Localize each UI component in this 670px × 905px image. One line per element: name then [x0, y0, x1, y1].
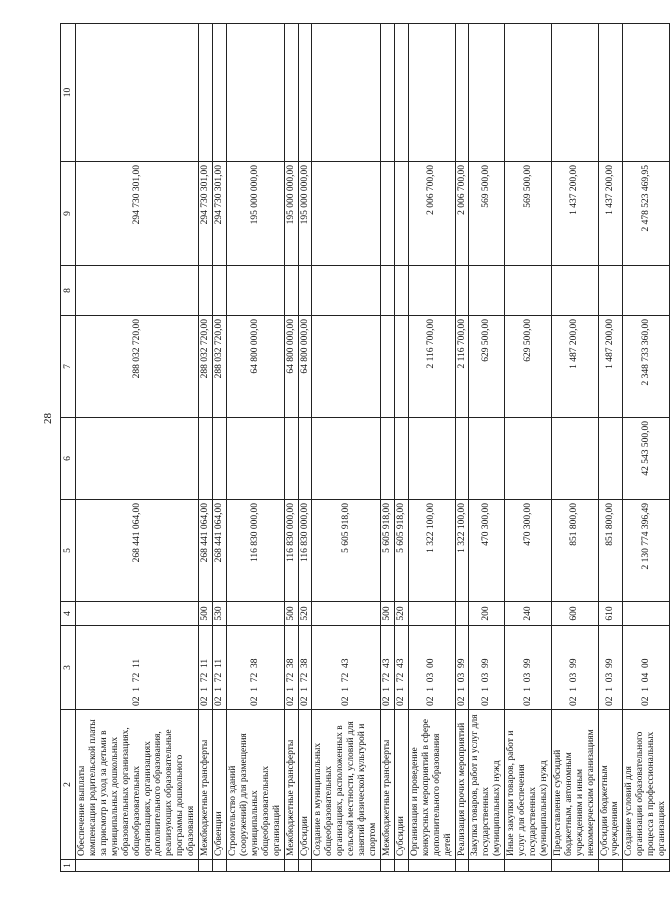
row-value-6 [455, 418, 469, 500]
row-value-6 [76, 418, 199, 500]
cell-col1 [213, 860, 227, 872]
row-value-8 [394, 266, 408, 316]
row-value-10 [312, 24, 381, 162]
row-value-9: 1 437 200,00 [598, 162, 623, 266]
header-cell: 4 [61, 602, 76, 626]
row-code: 02 1 03 99 [455, 626, 469, 710]
row-value-6 [394, 418, 408, 500]
row-value-8 [226, 266, 284, 316]
row-value-10 [380, 24, 394, 162]
row-value-10 [598, 24, 623, 162]
row-value-6 [598, 418, 623, 500]
row-name: Обеспечение выплаты компенсации родительской платы за присмотр и уход за детьми в муниципальных дошкольных образовательных организациях, общеобразовательных организациях, организациях дополнительного образования, реализующих образовательные программы дошкольного образования [76, 710, 199, 860]
row-code: 02 1 72 11 [199, 626, 213, 710]
row-value-5: 268 441 064,00 [199, 500, 213, 602]
cell-col1 [76, 860, 199, 872]
table-row [213, 24, 227, 872]
row-value-7: 629 500,00 [505, 316, 552, 418]
row-value-9: 569 500,00 [469, 162, 505, 266]
row-value-5: 5 605 918,00 [312, 500, 381, 602]
row-value-9 [394, 162, 408, 266]
row-value-9 [312, 162, 381, 266]
row-name: Субвенции [213, 710, 227, 860]
row-name: Межбюджетные трансферты [284, 710, 298, 860]
row-value-10 [394, 24, 408, 162]
row-value-8 [199, 266, 213, 316]
table-row [284, 24, 298, 872]
row-value-5: 2 130 774 396,49 [623, 500, 670, 602]
header-cell: 10 [61, 24, 76, 162]
table-row [598, 24, 623, 872]
row-value-7 [312, 316, 381, 418]
row-name: Организация и проведение конкурсных мероприятий в сфере дополнительного образования детей [408, 710, 455, 860]
row-value-7 [380, 316, 394, 418]
row-vr [312, 602, 381, 626]
row-vr: 500 [380, 602, 394, 626]
table-row [408, 24, 455, 872]
row-value-8 [408, 266, 455, 316]
row-code: 02 1 03 99 [469, 626, 505, 710]
cell-col1 [505, 860, 552, 872]
row-value-10 [623, 24, 670, 162]
cell-col1 [312, 860, 381, 872]
budget-table [60, 23, 670, 872]
row-value-8 [213, 266, 227, 316]
row-value-7: 288 032 720,00 [213, 316, 227, 418]
row-value-6 [551, 418, 598, 500]
row-value-5: 268 441 064,00 [76, 500, 199, 602]
row-value-10 [455, 24, 469, 162]
table-row [226, 24, 284, 872]
row-value-5: 268 441 064,00 [213, 500, 227, 602]
row-vr: 530 [213, 602, 227, 626]
row-value-9: 294 730 301,00 [199, 162, 213, 266]
row-value-8 [598, 266, 623, 316]
row-value-8 [298, 266, 312, 316]
header-cell: 6 [61, 418, 76, 500]
row-name: Субсидии бюджетным учреждениям [598, 710, 623, 860]
row-value-7: 64 800 000,00 [284, 316, 298, 418]
row-value-5: 1 322 100,00 [408, 500, 455, 602]
row-value-6 [469, 418, 505, 500]
row-vr: 520 [298, 602, 312, 626]
row-vr: 240 [505, 602, 552, 626]
row-value-8 [623, 266, 670, 316]
row-code: 02 1 72 11 [213, 626, 227, 710]
table-row [380, 24, 394, 872]
table-row [76, 24, 199, 872]
row-value-5: 1 322 100,00 [455, 500, 469, 602]
row-name: Иные закупки товаров, работ и услуг для обеспечения государственных (муниципальных) нужд [505, 710, 552, 860]
row-name: Строительство зданий (сооружений) для размещения муниципальных общеобразовательных организаций [226, 710, 284, 860]
row-value-10 [213, 24, 227, 162]
header-row [61, 24, 76, 872]
row-value-9: 195 000 000,00 [298, 162, 312, 266]
row-value-5: 470 300,00 [505, 500, 552, 602]
row-value-10 [226, 24, 284, 162]
row-value-7: 2 116 700,00 [408, 316, 455, 418]
cell-col1 [455, 860, 469, 872]
row-vr: 520 [394, 602, 408, 626]
row-value-10 [76, 24, 199, 162]
row-value-8 [505, 266, 552, 316]
header-cell: 7 [61, 316, 76, 418]
row-value-7: 2 116 700,00 [455, 316, 469, 418]
row-vr [623, 602, 670, 626]
row-value-8 [76, 266, 199, 316]
row-value-6 [199, 418, 213, 500]
row-name: Реализация прочих мероприятий [455, 710, 469, 860]
row-value-6 [226, 418, 284, 500]
row-name: Субсидии [298, 710, 312, 860]
row-vr [76, 602, 199, 626]
row-value-8 [455, 266, 469, 316]
table-row [623, 24, 670, 872]
row-vr: 610 [598, 602, 623, 626]
row-code: 02 1 03 99 [551, 626, 598, 710]
row-value-6 [312, 418, 381, 500]
row-name: Межбюджетные трансферты [380, 710, 394, 860]
header-cell: 5 [61, 500, 76, 602]
row-name: Закупка товаров, работ и услуг для государственных (муниципальных) нужд [469, 710, 505, 860]
row-value-10 [551, 24, 598, 162]
header-cell: 3 [61, 626, 76, 710]
row-value-9: 195 000 000,00 [226, 162, 284, 266]
row-value-5: 5 605 918,00 [380, 500, 394, 602]
row-value-9: 2 478 523 469,95 [623, 162, 670, 266]
row-code: 02 1 72 38 [284, 626, 298, 710]
row-code: 02 1 03 99 [598, 626, 623, 710]
table-row [551, 24, 598, 872]
row-value-6 [213, 418, 227, 500]
row-code: 02 1 72 38 [298, 626, 312, 710]
row-value-8 [551, 266, 598, 316]
row-name: Создание условий для организации образовательного процесса в профессиональных организациях [623, 710, 670, 860]
row-name: Субсидии [394, 710, 408, 860]
row-value-9: 2 006 700,00 [455, 162, 469, 266]
row-name: Межбюджетные трансферты [199, 710, 213, 860]
header-cell: 2 [61, 710, 76, 860]
row-value-7: 288 032 720,00 [199, 316, 213, 418]
cell-col1 [394, 860, 408, 872]
cell-col1 [623, 860, 670, 872]
cell-col1 [298, 860, 312, 872]
row-value-10 [284, 24, 298, 162]
row-vr [408, 602, 455, 626]
cell-col1 [469, 860, 505, 872]
header-cell: 9 [61, 162, 76, 266]
row-value-7: 288 032 720,00 [76, 316, 199, 418]
row-value-8 [284, 266, 298, 316]
row-code: 02 1 03 00 [408, 626, 455, 710]
row-value-7: 64 800 000,00 [298, 316, 312, 418]
row-vr [226, 602, 284, 626]
row-vr: 200 [469, 602, 505, 626]
row-value-5: 851 800,00 [551, 500, 598, 602]
table-row [312, 24, 381, 872]
cell-col1 [598, 860, 623, 872]
row-value-5: 470 300,00 [469, 500, 505, 602]
row-value-6 [408, 418, 455, 500]
row-value-7 [394, 316, 408, 418]
row-name: Предоставление субсидий бюджетным, автономным учреждениям и иным некоммерческим организациям [551, 710, 598, 860]
row-code: 02 1 72 43 [394, 626, 408, 710]
row-value-7: 629 500,00 [469, 316, 505, 418]
row-code: 02 1 03 99 [505, 626, 552, 710]
row-code: 02 1 72 38 [226, 626, 284, 710]
header-cell: 8 [61, 266, 76, 316]
row-value-9 [380, 162, 394, 266]
row-value-6 [380, 418, 394, 500]
row-value-7: 2 348 733 360,00 [623, 316, 670, 418]
table-row [505, 24, 552, 872]
row-value-5: 5 605 918,00 [394, 500, 408, 602]
table-body [61, 24, 670, 872]
row-value-9: 2 006 700,00 [408, 162, 455, 266]
row-value-7: 1 487 200,00 [551, 316, 598, 418]
cell-col1 [380, 860, 394, 872]
row-value-7: 64 800 000,00 [226, 316, 284, 418]
row-value-5: 116 830 000,00 [298, 500, 312, 602]
row-value-6 [298, 418, 312, 500]
cell-col1 [408, 860, 455, 872]
table-row [455, 24, 469, 872]
table-row [469, 24, 505, 872]
row-code: 02 1 04 00 [623, 626, 670, 710]
row-code: 02 1 72 43 [312, 626, 381, 710]
table-row [199, 24, 213, 872]
row-value-10 [505, 24, 552, 162]
row-value-10 [298, 24, 312, 162]
row-value-10 [199, 24, 213, 162]
header-cell: 1 [61, 860, 76, 872]
row-vr [455, 602, 469, 626]
row-code: 02 1 72 43 [380, 626, 394, 710]
row-value-10 [469, 24, 505, 162]
row-name: Создание в муниципальных общеобразовательных организациях, расположенных в сельской местности, условий для занятий физической культурой и спортом [312, 710, 381, 860]
page-number: 28 [42, 413, 54, 424]
row-vr: 500 [199, 602, 213, 626]
cell-col1 [226, 860, 284, 872]
row-value-9: 569 500,00 [505, 162, 552, 266]
row-value-8 [380, 266, 394, 316]
row-value-8 [469, 266, 505, 316]
row-value-6 [284, 418, 298, 500]
row-value-5: 116 830 000,00 [226, 500, 284, 602]
row-value-9: 294 730 301,00 [213, 162, 227, 266]
budget-table-container [60, 24, 670, 872]
row-value-5: 851 800,00 [598, 500, 623, 602]
cell-col1 [551, 860, 598, 872]
row-vr: 500 [284, 602, 298, 626]
cell-col1 [199, 860, 213, 872]
row-value-7: 1 487 200,00 [598, 316, 623, 418]
row-value-6 [505, 418, 552, 500]
table-row [394, 24, 408, 872]
table-row [298, 24, 312, 872]
row-value-8 [312, 266, 381, 316]
row-vr: 600 [551, 602, 598, 626]
row-value-6: 42 543 500,00 [623, 418, 670, 500]
row-value-9: 294 730 301,00 [76, 162, 199, 266]
row-value-10 [408, 24, 455, 162]
row-value-9: 1 437 200,00 [551, 162, 598, 266]
row-value-5: 116 830 000,00 [284, 500, 298, 602]
row-value-9: 195 000 000,00 [284, 162, 298, 266]
row-code: 02 1 72 11 [76, 626, 199, 710]
cell-col1 [284, 860, 298, 872]
